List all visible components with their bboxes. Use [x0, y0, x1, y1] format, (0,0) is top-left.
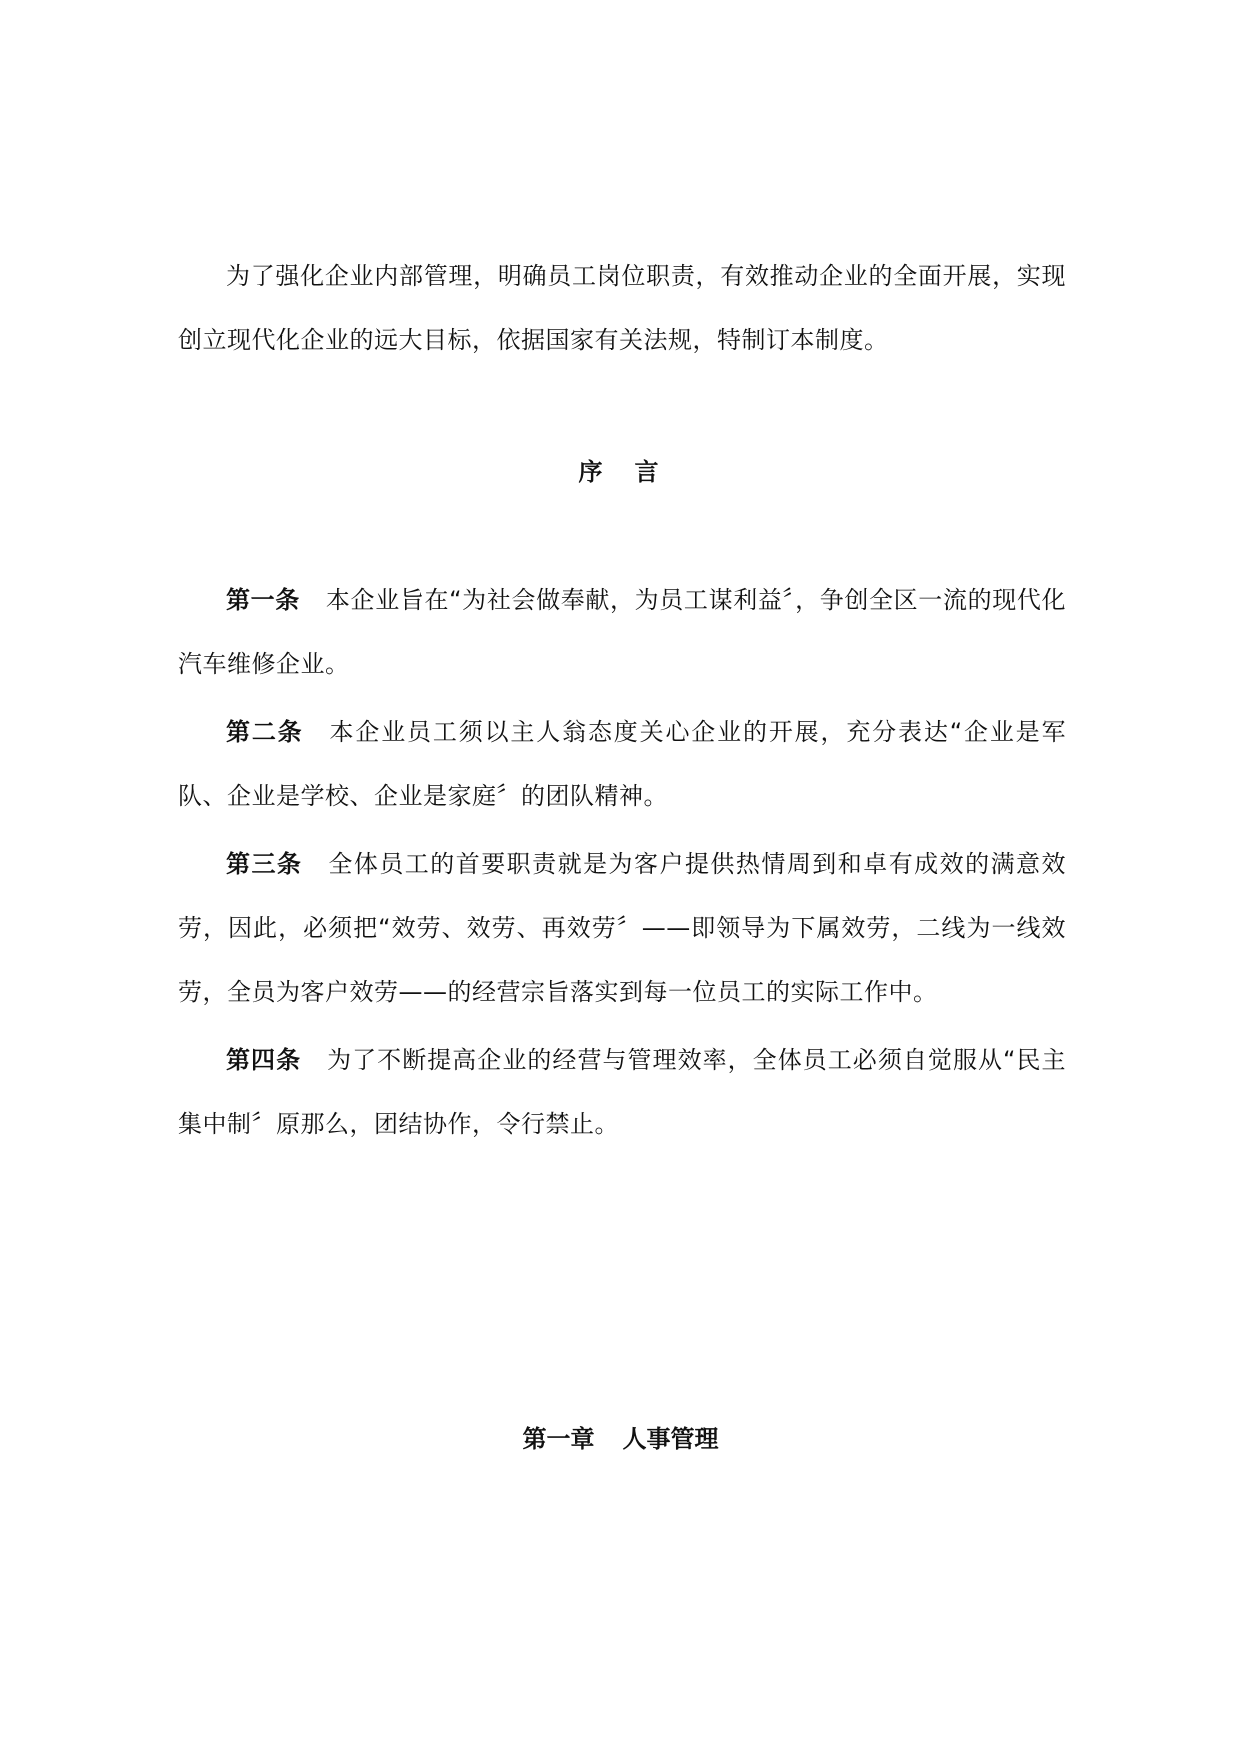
chapter-title: 人事管理 [622, 1425, 719, 1453]
article-label: 第四条 [226, 1046, 302, 1074]
article-label: 第三条 [226, 850, 303, 878]
article-3 [178, 832, 1066, 1024]
article-text: 为了不断提高企业的经营与管理效率，全体员工必须自觉服从“民主集中制〞原那么，团结协作，令行禁止。 [178, 1046, 1067, 1138]
preface-title-left: 序 [578, 458, 607, 486]
article-text: 本企业旨在“为社会做奉献，为员工谋利益〞，争创全区一流的现代化汽车维修企业。 [178, 586, 1067, 678]
article-label: 第二条 [226, 718, 304, 746]
article-4 [178, 1028, 1066, 1156]
article-label: 第一条 [226, 586, 300, 614]
chapter-1-heading [0, 1423, 1241, 1455]
preface-heading [0, 456, 1241, 488]
preface-title-right: 言 [634, 458, 663, 486]
intro-paragraph: 为了强化企业内部管理，明确员工岗位职责，有效推动企业的全面开展，实现创立现代化企业的远大目标，依据国家有关法规，特制订本制度。 [178, 262, 1066, 354]
article-1 [178, 568, 1066, 696]
article-text: 本企业员工须以主人翁态度关心企业的开展，充分表达“企业是军队、企业是学校、企业是家庭〞的团队精神。 [178, 718, 1067, 810]
article-text: 全体员工的首要职责就是为客户提供热情周到和卓有成效的满意效劳，因此，必须把“效劳、效劳、再效劳〞——即领导为下属效劳，二线为一线效劳，全员为客户效劳——的经营宗旨落实到每一位员工的实际工作中。 [178, 850, 1067, 1006]
article-2 [178, 700, 1066, 828]
chapter-number: 第一章 [522, 1425, 595, 1453]
